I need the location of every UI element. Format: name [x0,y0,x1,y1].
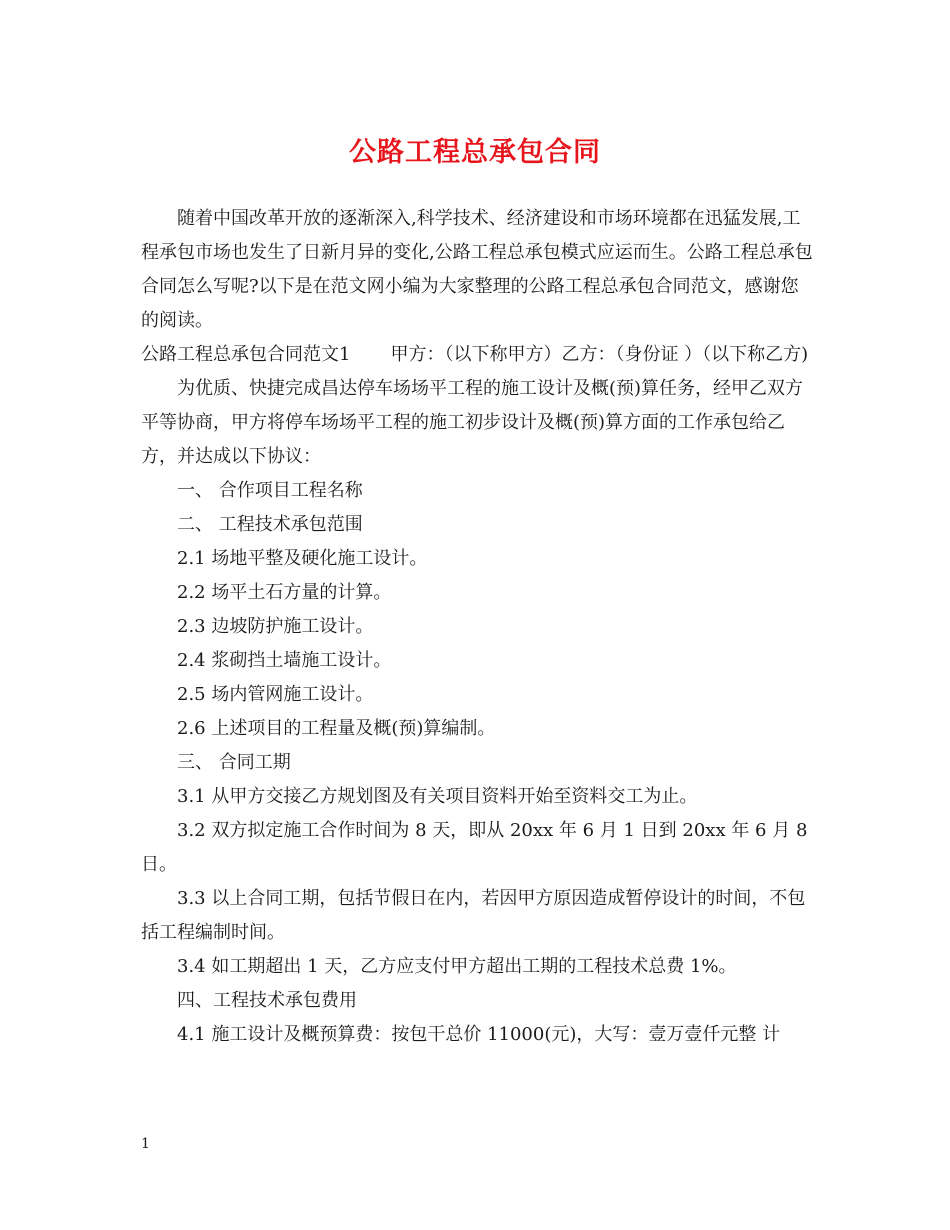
intro-paragraph: 随着中国改革开放的逐渐深入,科学技术、经济建设和市场环境都在迅猛发展,工程承包市场也发生了日新月异的变化,公路工程总承包模式应运而生。公路工程总承包合同怎么写呢?以下是在范文网小编为大家整理的公路工程总承包合同范文，感谢您的阅读。 [141,208,813,331]
agreement-paragraph: 为优质、快捷完成昌达停车场场平工程的施工设计及概(预)算任务，经甲乙双方平等协商，甲方将停车场场平工程的施工初步设计及概(预)算方面的工作承包给乙方，并达成以下协议： [141,378,804,467]
party-paragraph [141,338,813,372]
party-line: 甲方：（以下称甲方）乙方：（身份证 ）（以下称乙方) [390,344,809,365]
item-4-1: 4.1 施工设计及概预算费：按包干总价 11000(元)，大写：壹万壹仟元整 计 [177,1024,781,1045]
section-1-heading: 一、 合作项目工程名称 [177,480,363,501]
item-2-1: 2.1 场地平整及硬化施工设计。 [177,548,428,569]
section-3-heading: 三、 合同工期 [177,752,291,773]
document-body [141,202,813,1052]
item-2-6: 2.6 上述项目的工程量及概(预)算编制。 [177,718,496,739]
page-number: 1 [141,1136,150,1152]
item-2-3: 2.3 边坡防护施工设计。 [177,616,374,637]
section-4-heading: 四、工程技术承包费用 [177,990,357,1011]
sample-heading: 公路工程总承包合同范文1 [141,344,351,365]
item-2-4: 2.4 浆砌挡土墙施工设计。 [177,650,392,671]
item-3-4: 3.4 如工期超出 1 天，乙方应支付甲方超出工期的工程技术总费 1%。 [177,956,737,977]
section-2-heading: 二、 工程技术承包范围 [177,514,363,535]
item-3-1: 3.1 从甲方交接乙方规划图及有关项目资料开始至资料交工为止。 [177,786,698,807]
item-3-3: 3.3 以上合同工期，包括节假日在内，若因甲方原因造成暂停设计的时间，不包括工程编制时间。 [141,888,806,943]
document-title: 公路工程总承包合同 [349,137,601,168]
item-2-5: 2.5 场内管网施工设计。 [177,684,374,705]
item-2-2: 2.2 场平土石方量的计算。 [177,582,392,603]
item-3-2: 3.2 双方拟定施工合作时间为 8 天，即从 20xx 年 6 月 1 日到 20xx 年 6 月 8 日。 [141,820,808,875]
